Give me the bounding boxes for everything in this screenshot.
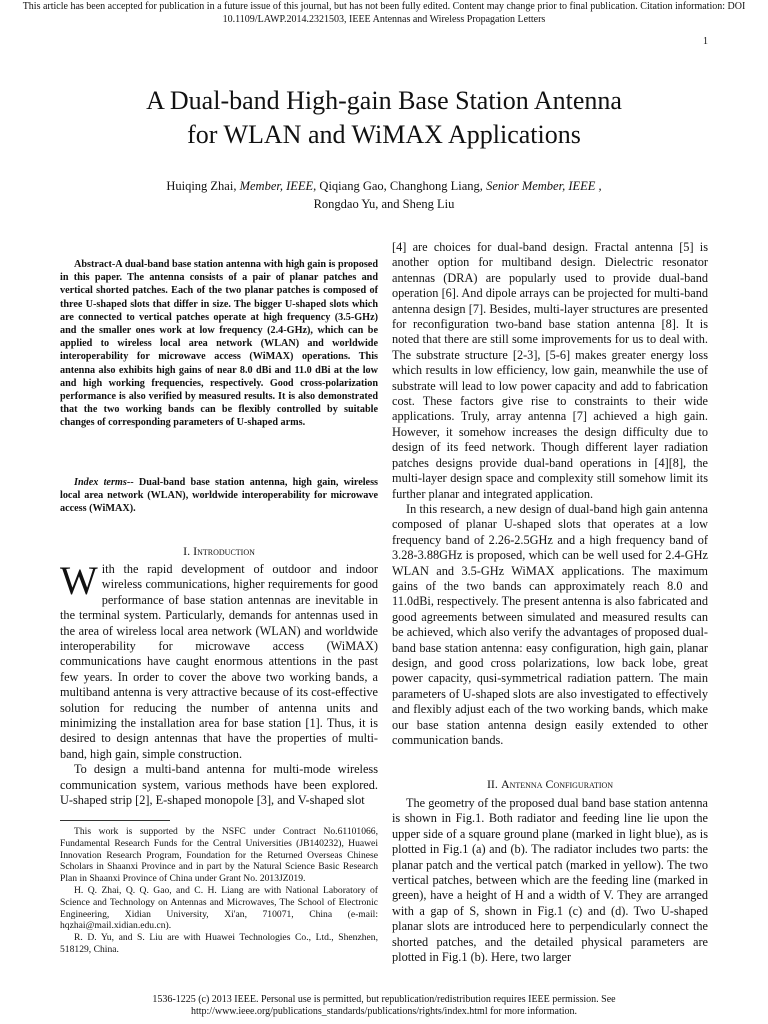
author-list bbox=[0, 177, 768, 213]
section-number: II. bbox=[486, 777, 501, 791]
footnote-rule bbox=[60, 820, 170, 821]
header-line-1: This article has been accepted for publication in a future issue of this journal, but has not been fully edited. Content may change prior to final publication. Citation information: DOI bbox=[22, 1, 746, 12]
abstract: Abstract-A dual-band base station antenna with high gain is proposed in this paper. The antenna consists of a pair of planar patches and vertical shorted patches. Each of the two planar patches is composed of three U-shaped slots that differ in size. The bigger U-shaped slots which are connected to vertical patches operate at high frequency (3.5-GHz) and the smaller ones work at low frequency (2.4-GHz), which can be applied to wireless local area network (WLAN) and worldwide interoperability for microwave access (WiMAX) operations. This antenna also exhibits high gains of near 8.0 dBi and 11.0 dBi at the low and high working frequencies, respectively. Good cross-polarization performance is also verified by measured results. It is also demonstrated that the two working bands can be flexibly controlled by suitable changes of corresponding parameters of U-shaped arms. bbox=[60, 259, 378, 429]
footnote-affiliation-1: H. Q. Zhai, Q. Q. Gao, and C. H. Liang are with National Laboratory of Science and Technology on Antennas and Microwaves, The School of Electronic Engineering, Xidian University, Xi'an, 710071, China (e-mail: hqzhai@mail.xidian.edu.cn). bbox=[60, 884, 378, 932]
authors-line-1 bbox=[0, 177, 768, 195]
intro-paragraph-1 bbox=[60, 558, 378, 762]
header-line-2: 10.1109/LAWP.2014.2321503, IEEE Antennas and Wireless Propagation Letters bbox=[222, 14, 546, 25]
introduction-body bbox=[60, 558, 378, 809]
footnote-affiliation-2: R. D. Yu, and S. Liu are with Huawei Technologies Co., Ltd., Shenzhen, 518129, China. bbox=[60, 932, 378, 955]
configuration-paragraph-1: The geometry of the proposed dual band base station antenna is shown in Fig.1. Both radiator and feeding line lie upon the upper side of a square ground plane (marked in light blue), as is plotted in Fig.1 (a) and (b). The radiator includes two parts: the planar patch and the vertical patch (marked in yellow). The two vertical patches, between which are the feeding line (marked in green), have a height of H and a width of V. They are arranged with a gap of S, shown in Fig.1 (c) and (d). Two U-shaped planar slots are introduced here to perpendicularly connect the shorted patches, and the detailed physical parameters are plotted in Fig.1 (b). Here, two larger bbox=[392, 796, 708, 965]
copyright-link[interactable]: http://www.ieee.org/publications_standards/publications/rights/index.html for more information. bbox=[190, 1006, 578, 1017]
copyright-line-1: 1536-1225 (c) 2013 IEEE. Personal use is permitted, but republication/redistribution requires IEEE permission. See bbox=[152, 994, 616, 1005]
page-number: 1 bbox=[703, 36, 708, 47]
section-heading-antenna-configuration bbox=[392, 777, 708, 792]
authors-line-2: Rongdao Yu, and Sheng Liu bbox=[313, 197, 455, 211]
footnotes bbox=[60, 826, 378, 956]
journal-header bbox=[0, 0, 768, 26]
author-role-senior: Senior Member bbox=[486, 179, 563, 193]
title-line-1: A Dual-band High-gain Base Station Antenna bbox=[146, 86, 622, 115]
right-paragraph-1: [4] are choices for dual-band design. Fractal antenna [5] is another option for multiband design. Dielectric resonator antennas (DRA) are popularly used to provide dual-band operation [6]. And dipole arrays can be projected for multi-band antenna design [7]. Besides, multi-layer structures are presented for reconfiguration two-band base station antenna [8]. It is noted that there are still some improvements for us to deal with. The substrate structure [2-3], [5-6] makes greater energy loss which results in low efficiency, low gain, meanwhile the use of substrate will lead to low power capacity and add to fabrication cost. These factors give rise to constraints to their wide applications. Truly, array antenna [7] achieved a high gain. However, it somehow increases the design difficulty due to design of its feed network. Though different layer radiation patches designs provide dual-band operations in [4][8], the multi-layer design space and complexity still somehow limit its further planar and integrated application. bbox=[392, 240, 708, 501]
index-terms-label: Index terms bbox=[74, 477, 127, 488]
drop-cap: W bbox=[60, 558, 98, 603]
author-1-org: , IEEE bbox=[279, 179, 314, 193]
index-terms-text: -- Dual-band base station antenna, high gain, wireless local area network (WLAN), worldwide interoperability for microwave access (WiMAX). bbox=[60, 477, 378, 515]
paper-title bbox=[0, 84, 768, 152]
intro-paragraph-1-text: ith the rapid development of outdoor and indoor wireless communications, higher requirements for good performance of base station antennas are inevitable in the terminal system. Particularly, demands for antennas used in the area of wireless local area network (WLAN) and worldwide interoperability for microwave access (WiMAX) communications have caught enormous attentions in the past few years. In order to cover the above two working bands, a multiband antenna is very attractive because of its cost-effective solution for reducing the number of antenna units and minimizing the installation area for base station [1]. Thus, it is desired to design antennas that have the properties of multi-band, high gain, simple construction. bbox=[60, 562, 378, 761]
author-1-role: Member bbox=[239, 179, 280, 193]
section-heading-introduction bbox=[60, 544, 378, 559]
title-line-2: for WLAN and WiMAX Applications bbox=[187, 120, 581, 149]
copyright-footer bbox=[0, 994, 768, 1018]
author-org-senior: , IEEE , bbox=[562, 179, 602, 193]
author-1: Huiqing Zhai, bbox=[166, 179, 240, 193]
index-terms bbox=[60, 476, 378, 516]
author-group-2: , Qiqiang Gao, Changhong Liang, bbox=[313, 179, 487, 193]
configuration-body bbox=[392, 796, 708, 965]
section-title: Antenna Configuration bbox=[500, 777, 614, 791]
section-title: Introduction bbox=[193, 544, 255, 558]
footnote-funding: This work is supported by the NSFC under Contract No.61101066, Fundamental Research Funds for the Central Universities (JB140232), Huawei Innovation Research Program, Foundation for the Returned Overseas Chinese Scholars in Shaanxi Province and in part by the Natural Science Basic Research Plan in Shaanxi Province of China under Grant No. 2013JZ019. bbox=[60, 826, 378, 885]
right-paragraph-2: In this research, a new design of dual-band high gain antenna composed of planar U-shaped slots that operates at a low frequency band of 2.26-2.5GHz and a high frequency band of 3.28-3.88GHz is proposed, which can be well used for 2.4-GHz WLAN and 3.5-GHz WiMAX applications. The maximum gains of the two bands can approximately reach 8.0 and 11.0dBi, respectively. The present antenna is also fabricated and good agreements between simulated and measured results can be achieved, which also verify the advantages of proposed dual-band base station antenna: easy configuration, high gain, planar design, and good cross polarizations, low back lobe, great power capacity, qusi-symmetrical radiation pattern. The main parameters of U-shaped slots are also investigated to effectively and flexibly adjust each of the two working bands, which make our base station antenna design easily extended to other communication bands. bbox=[392, 501, 708, 747]
section-number: I. bbox=[183, 544, 194, 558]
intro-paragraph-2: To design a multi-band antenna for multi-mode wireless communication system, various methods have been explored. U-shaped strip [2], E-shaped monopole [3], and V-shaped slot bbox=[60, 762, 378, 808]
right-column-body bbox=[392, 240, 708, 748]
